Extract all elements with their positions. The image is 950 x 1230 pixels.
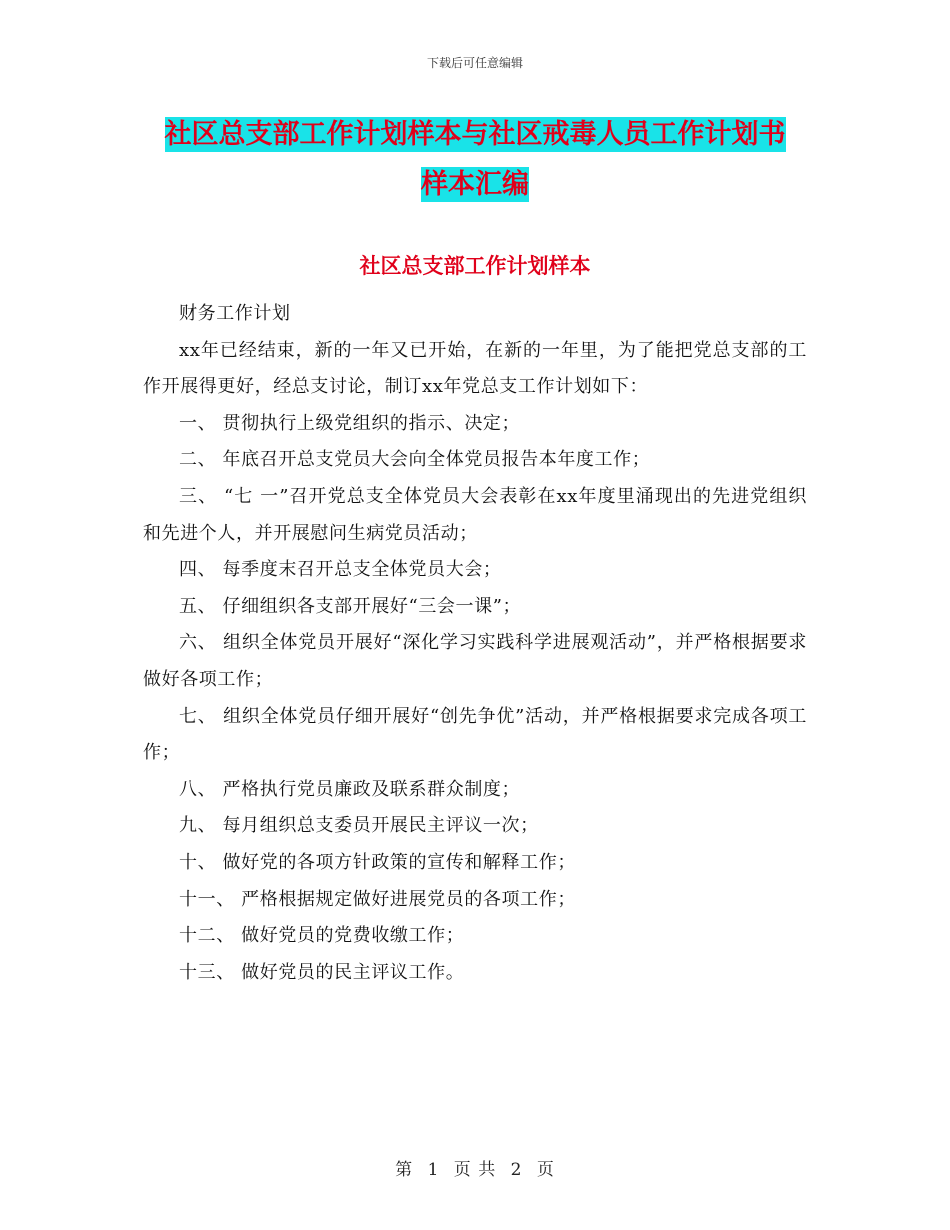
section-title: 社区总支部工作计划样本	[359, 254, 591, 278]
footer-total-pages: 2	[510, 1160, 523, 1180]
main-title-line-1: 社区总支部工作计划样本与社区戒毒人员工作计划书	[164, 119, 786, 150]
list-item: 二、 年底召开总支党员大会向全体党员报告本年度工作；	[179, 449, 651, 471]
list-item: 七、 组织全体党员仔细开展好“创先争优”活动，并严格根据要求完成各项工作；	[143, 705, 807, 764]
list-item: 五、 仔细组织各支部开展好“三会一课”；	[179, 595, 522, 617]
paragraph: xx年已经结束，新的一年又已开始，在新的一年里，为了能把党总支部的工作开展得更好，经总支讨论，制订xx年党总支工作计划如下：	[143, 339, 807, 398]
list-item: 十二、 做好党员的党费收缴工作；	[179, 925, 465, 947]
footer-page-number: 1	[427, 1160, 440, 1180]
list-item: 一、 贯彻执行上级党组织的指示、决定；	[179, 412, 521, 434]
list-item: 八、 严格执行党员廉政及联系群众制度；	[179, 778, 521, 800]
page-footer	[0, 1155, 950, 1180]
paragraph: 财务工作计划	[179, 303, 291, 324]
list-item: 三、 “七 一”召开党总支全体党员大会表彰在xx年度里涌现出的先进党组织和先进个人，并开展慰问生病党员活动；	[143, 485, 807, 544]
list-item: 十三、 做好党员的民主评议工作。	[179, 961, 465, 983]
footer-prefix: 第	[395, 1160, 414, 1180]
list-item: 九、 每月组织总支委员开展民主评议一次；	[179, 815, 539, 837]
list-item: 四、 每季度末召开总支全体党员大会；	[179, 559, 502, 581]
list-item: 六、 组织全体党员开展好“深化学习实践科学进展观活动”，并严格根据要求做好各项工作；	[143, 632, 807, 690]
main-title-line-2: 样本汇编	[421, 169, 529, 200]
list-item: 十、 做好党的各项方针政策的宣传和解释工作；	[179, 851, 576, 873]
header-note: 下载后可任意编辑	[426, 56, 523, 70]
main-title	[140, 110, 810, 210]
document-body	[143, 296, 807, 991]
footer-suffix: 页	[536, 1160, 555, 1180]
footer-middle: 页 共	[453, 1160, 497, 1180]
list-item: 十一、 严格根据规定做好进展党员的各项工作；	[179, 888, 576, 910]
